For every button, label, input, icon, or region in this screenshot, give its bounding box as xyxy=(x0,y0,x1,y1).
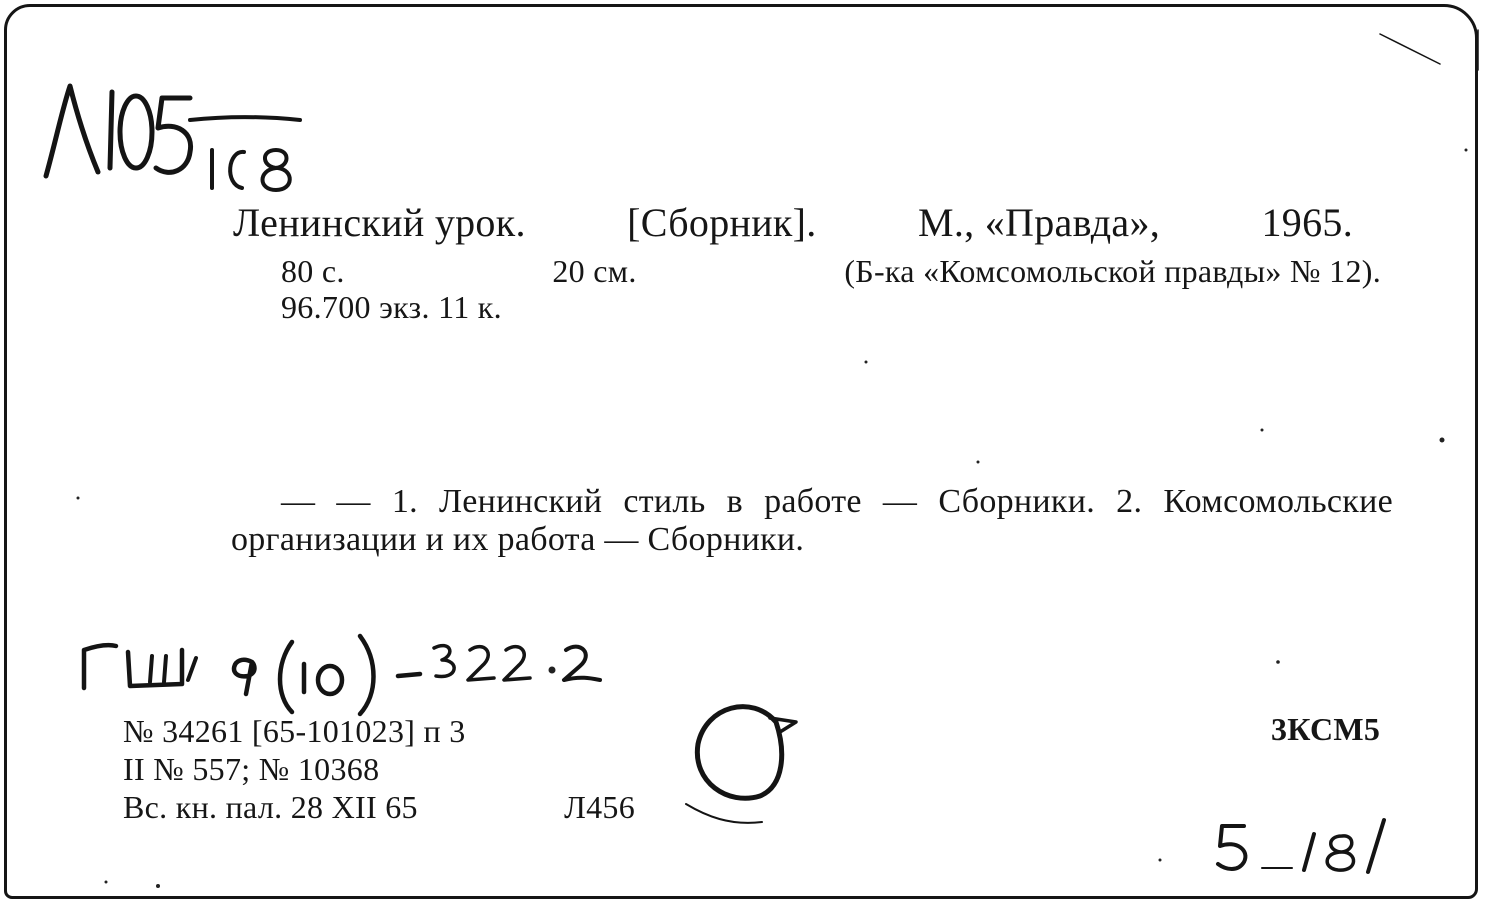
subject-headings-line-2: организации и их работа — Сборники. xyxy=(231,521,805,558)
order-number: № 34261 [65-101023] п 3 xyxy=(123,713,466,749)
book-title: Ленинский урок. xyxy=(233,200,526,245)
print-run-price: 96.700 экз. 11 к. xyxy=(281,289,502,325)
registration-number: II № 557; № 10368 xyxy=(123,751,380,787)
publication-year: 1965. xyxy=(1261,200,1353,245)
page-count: 80 с. xyxy=(281,253,345,289)
chamber-registration-line xyxy=(123,789,635,826)
chamber-registration: Вс. кн. пал. 28 XII 65 xyxy=(123,789,418,825)
bibliographic-title-line xyxy=(233,199,1353,246)
book-size: 20 см. xyxy=(552,253,637,289)
classification-code: 3КСМ5 xyxy=(1271,711,1381,747)
catalog-card xyxy=(4,4,1478,899)
chamber-code: Л456 xyxy=(564,789,635,825)
series: (Б-ка «Комсомольской правды» № 12). xyxy=(844,253,1381,289)
subject-headings-line-1: — — 1. Ленинский стиль в работе — Сборники. 2. Комсомольские xyxy=(281,483,1393,520)
book-type: [Сборник]. xyxy=(627,200,817,245)
physical-description-line xyxy=(281,253,1381,290)
publisher: М., «Правда», xyxy=(917,200,1161,245)
